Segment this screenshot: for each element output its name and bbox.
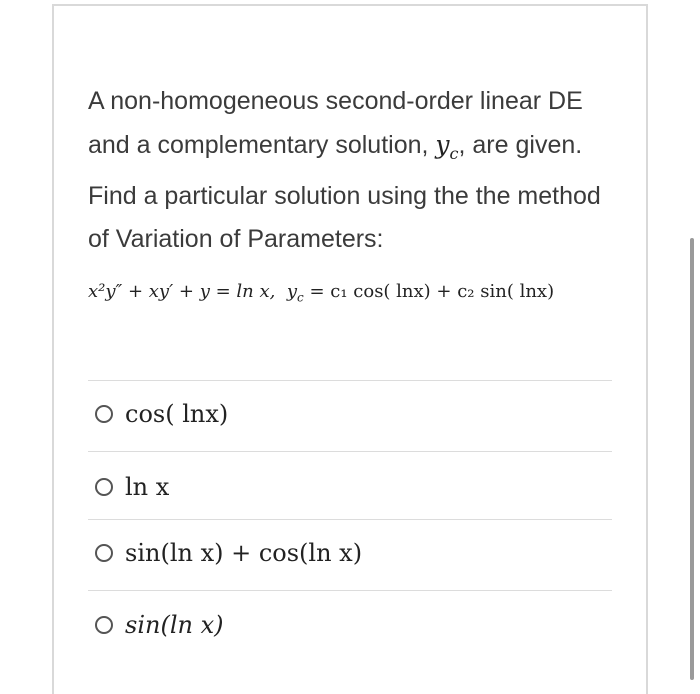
- scrollbar[interactable]: [690, 238, 694, 680]
- equation-rhs: = c₁ cos( lnx) + c₂ sin( lnx): [309, 281, 555, 302]
- option-label: ln x: [125, 473, 170, 501]
- equation: [88, 281, 628, 305]
- question-text-part2: , are given. Find a particular solution using the the method of Variation of Parameters:: [88, 131, 601, 253]
- radio-button-icon[interactable]: [95, 616, 113, 634]
- answer-option-3[interactable]: [95, 531, 605, 575]
- yc-symbol: $y_c$: [435, 130, 459, 163]
- radio-button-icon[interactable]: [95, 478, 113, 496]
- divider: [88, 519, 612, 520]
- radio-button-icon[interactable]: [95, 544, 113, 562]
- divider: [88, 590, 612, 591]
- answer-option-2[interactable]: [95, 465, 605, 509]
- answer-option-4[interactable]: [95, 603, 605, 647]
- option-label: cos( lnx): [125, 400, 229, 428]
- option-label: sin(ln x): [125, 611, 224, 639]
- answer-option-1[interactable]: [95, 392, 605, 436]
- option-label: sin(ln x) + cos(ln x): [125, 539, 363, 567]
- question-text: [88, 80, 618, 261]
- radio-button-icon[interactable]: [95, 405, 113, 423]
- divider: [88, 451, 612, 452]
- question-text-part1: A non-homogeneous second-order linear DE and a complementary solution,: [88, 87, 583, 159]
- divider: [88, 380, 612, 381]
- equation-lhs: x²y″ + xy′ + y = ln x,: [88, 281, 276, 302]
- equation-yc: $y_c$: [286, 281, 304, 305]
